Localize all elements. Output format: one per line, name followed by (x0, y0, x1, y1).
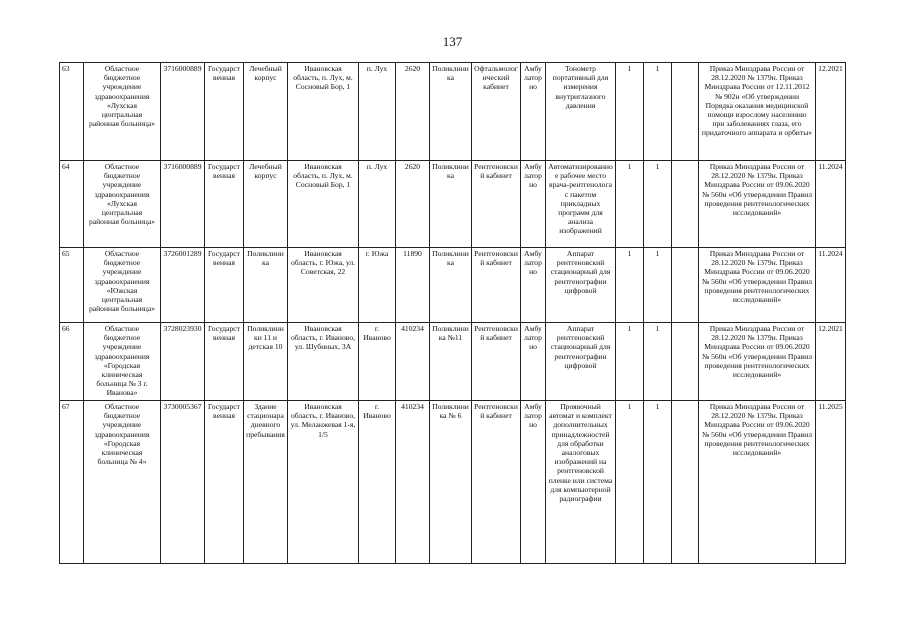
empty-cell (672, 161, 699, 248)
room-cell: Офтальмологический кабинет (472, 63, 521, 161)
empty-cell (672, 63, 699, 161)
legal-basis-cell: Приказ Минздрава России от 28.12.2020 № 1379н. Приказ Минздрава России от 09.06.2020 № 560н «Об утверждении Правил проведения рентгенологических исследований» (699, 161, 816, 248)
building-cell: Лечебный корпус (244, 161, 288, 248)
unit-cell: Поликлиника (430, 161, 472, 248)
ownership-form-cell: Государственная (205, 401, 244, 564)
date-cell: 12.2021 (816, 323, 846, 401)
organization-cell: Областное бюджетное учреждение здравоохранения «Городская клиническая больница № 4» (84, 401, 161, 564)
quantity-cell: 1 (644, 323, 672, 401)
inn-cell: 3726001289 (161, 248, 205, 323)
legal-basis-cell: Приказ Минздрава России от 28.12.2020 № 1379н. Приказ Минздрава России от 12.11.2012 № 902н «Об утверждении Порядка оказания медицинской помощи взрослому населению при заболеваниях глаза, его придаточного аппарата и орбиты» (699, 63, 816, 161)
room-cell: Рентгеновский кабинет (472, 248, 521, 323)
equipment-cell: Аппарат рентгеновский стационарный для рентгенографии цифровой (546, 323, 616, 401)
empty-cell (672, 401, 699, 564)
unit-cell: Поликлиника (430, 248, 472, 323)
address-cell: Ивановская область, г. Иваново, ул. Меланжевая 1-я, 1/5 (288, 401, 359, 564)
date-cell: 11.2024 (816, 248, 846, 323)
row-number-cell: 66 (60, 323, 84, 401)
quantity-cell: 1 (644, 161, 672, 248)
legal-basis-cell: Приказ Минздрава России от 28.12.2020 № 1379н. Приказ Минздрава России от 09.06.2020 № 560н «Об утверждении Правил проведения рентгенологических исследований» (699, 323, 816, 401)
address-cell: Ивановская область, п. Лух, м. Сосновый Бор, 1 (288, 161, 359, 248)
okato-cell: 11890 (396, 248, 430, 323)
care-type-cell: Амбулаторно (521, 63, 546, 161)
unit-cell: Поликлиника (430, 63, 472, 161)
empty-cell (672, 248, 699, 323)
organization-cell: Областное бюджетное учреждение здравоохранения «Городская клиническая больница № 3 г. Иванова» (84, 323, 161, 401)
address-cell: Ивановская область, п. Лух, м. Сосновый Бор, 1 (288, 63, 359, 161)
quantity-cell: 1 (644, 63, 672, 161)
building-cell: Лечебный корпус (244, 63, 288, 161)
care-type-cell: Амбулаторно (521, 401, 546, 564)
quantity-cell: 1 (616, 323, 644, 401)
unit-cell: Поликлиника №11 (430, 323, 472, 401)
equipment-cell: Проявочный автомат и комплект дополнительных принадлежностей для обработки аналоговых изображений на рентгеновской пленке или система для компьютерной радиографии (546, 401, 616, 564)
table-row (60, 63, 846, 161)
okato-cell: 410234 (396, 401, 430, 564)
care-type-cell: Амбулаторно (521, 248, 546, 323)
equipment-cell: Тонометр портативный для измерения внутриглазного давления (546, 63, 616, 161)
date-cell: 12.2021 (816, 63, 846, 161)
date-cell: 11.2024 (816, 161, 846, 248)
table-row (60, 323, 846, 401)
quantity-cell: 1 (616, 63, 644, 161)
room-cell: Рентгеновский кабинет (472, 323, 521, 401)
care-type-cell: Амбулаторно (521, 323, 546, 401)
okato-cell: 2620 (396, 63, 430, 161)
date-cell: 11.2025 (816, 401, 846, 564)
page-number: 137 (442, 34, 463, 49)
row-number-cell: 63 (60, 63, 84, 161)
okato-cell: 2620 (396, 161, 430, 248)
okato-cell: 410234 (396, 323, 430, 401)
inn-cell: 3728023930 (161, 323, 205, 401)
locality-cell: п. Лух (359, 63, 396, 161)
organization-cell: Областное бюджетное учреждение здравоохранения «Южская центральная районная больница» (84, 248, 161, 323)
address-cell: Ивановская область, г. Иваново, ул. Шубиных, 3А (288, 323, 359, 401)
organization-cell: Областное бюджетное учреждение здравоохранения «Лухская центральная районная больница» (84, 63, 161, 161)
quantity-cell: 1 (616, 248, 644, 323)
row-number-cell: 65 (60, 248, 84, 323)
row-number-cell: 64 (60, 161, 84, 248)
quantity-cell: 1 (644, 248, 672, 323)
ownership-form-cell: Государственная (205, 161, 244, 248)
table-row (60, 248, 846, 323)
care-type-cell: Амбулаторно (521, 161, 546, 248)
ownership-form-cell: Государственная (205, 248, 244, 323)
locality-cell: п. Лух (359, 161, 396, 248)
legal-basis-cell: Приказ Минздрава России от 28.12.2020 № 1379н. Приказ Минздрава России от 09.06.2020 № 560н «Об утверждении Правил проведения рентгенологических исследований» (699, 401, 816, 564)
legal-basis-cell: Приказ Минздрава России от 28.12.2020 № 1379н. Приказ Минздрава России от 09.06.2020 № 560н «Об утверждении Правил проведения рентгенологических исследований» (699, 248, 816, 323)
inn-cell: 3730005367 (161, 401, 205, 564)
inn-cell: 3716000889 (161, 161, 205, 248)
room-cell: Рентгеновский кабинет (472, 401, 521, 564)
organization-cell: Областное бюджетное учреждение здравоохранения «Лухская центральная районная больница» (84, 161, 161, 248)
table-row (60, 401, 846, 564)
quantity-cell: 1 (644, 401, 672, 564)
equipment-cell: Автоматизированное рабочее место врача-рентгенолога с пакетом прикладных программ для анализа изображений (546, 161, 616, 248)
address-cell: Ивановская область, г. Южа, ул. Советская, 22 (288, 248, 359, 323)
ownership-form-cell: Государственная (205, 63, 244, 161)
locality-cell: г. Иваново (359, 323, 396, 401)
unit-cell: Поликлиника № 6 (430, 401, 472, 564)
table-row (60, 161, 846, 248)
equipment-table (59, 62, 846, 564)
equipment-cell: Аппарат рентгеновский стационарный для рентгенографии цифровой (546, 248, 616, 323)
quantity-cell: 1 (616, 401, 644, 564)
building-cell: Здание стационара дневного пребывания (244, 401, 288, 564)
room-cell: Рентгеновский кабинет (472, 161, 521, 248)
quantity-cell: 1 (616, 161, 644, 248)
row-number-cell: 67 (60, 401, 84, 564)
empty-cell (672, 323, 699, 401)
locality-cell: г. Иваново (359, 401, 396, 564)
building-cell: Поликлиники 11 и детская 10 (244, 323, 288, 401)
building-cell: Поликлиника (244, 248, 288, 323)
ownership-form-cell: Государственная (205, 323, 244, 401)
locality-cell: г. Южа (359, 248, 396, 323)
inn-cell: 3716000889 (161, 63, 205, 161)
